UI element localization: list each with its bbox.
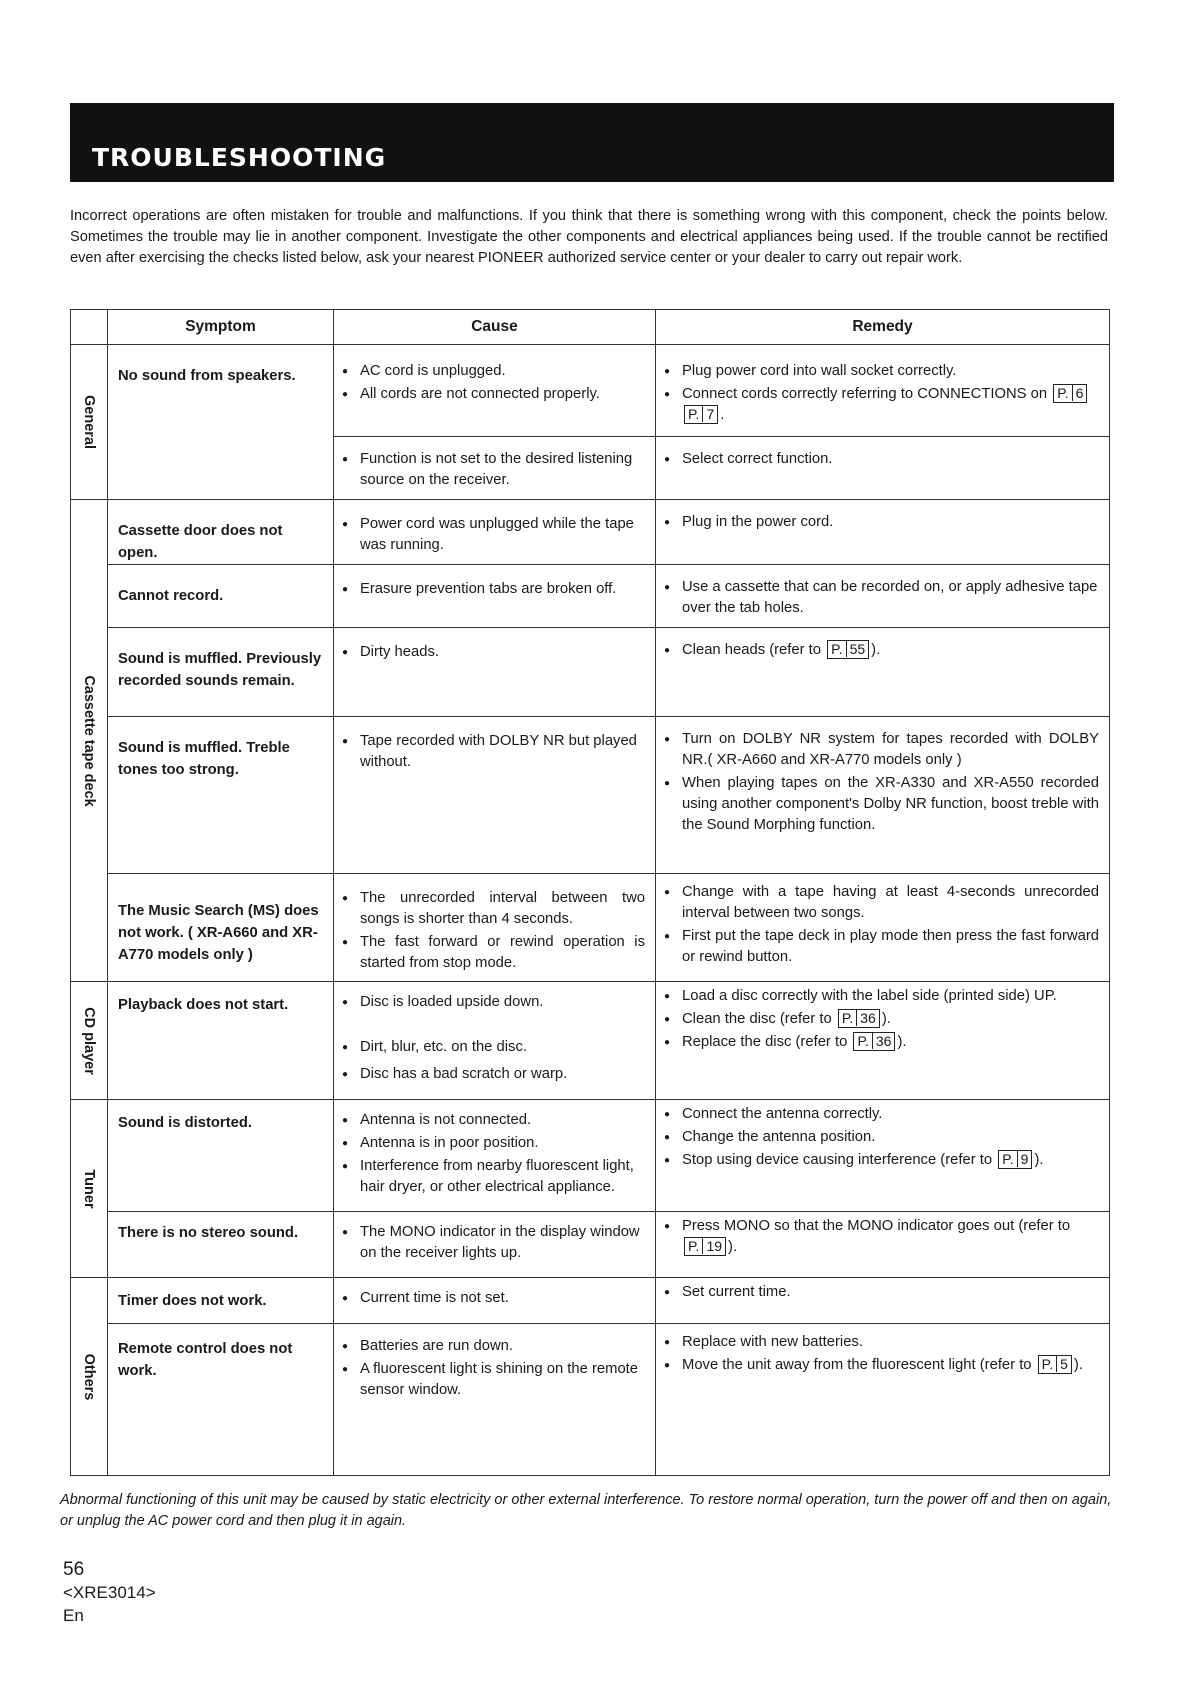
document-code: <XRE3014>	[63, 1583, 156, 1602]
symptom-cell: Sound is muffled. Previously recorded sounds remain.	[108, 628, 334, 717]
table-row	[71, 874, 1110, 982]
table-row	[71, 628, 1110, 717]
category-header	[71, 310, 108, 345]
cause-cell	[334, 1278, 656, 1324]
remedy-item: ● Change the antenna position.	[664, 1127, 1099, 1148]
table-row	[71, 345, 1110, 437]
remedy-item: ● First put the tape deck in play mode then press the fast forward or rewind button.	[664, 926, 1099, 968]
category-tuner: Tuner	[71, 1100, 108, 1278]
symptom-cell: There is no stereo sound.	[108, 1212, 334, 1278]
remedy-cell	[656, 565, 1110, 628]
page-ref-badge: P. 55	[827, 640, 869, 659]
cause-header: Cause	[334, 310, 656, 345]
remedy-cell	[656, 437, 1110, 500]
remedy-item: ● Plug power cord into wall socket correctly.	[664, 361, 1099, 382]
remedy-item: ● Plug in the power cord.	[664, 512, 1099, 533]
cause-cell	[334, 345, 656, 437]
remedy-cell	[656, 500, 1110, 565]
cause-item: ● Disc is loaded upside down.	[342, 992, 645, 1013]
remedy-item: ● Select correct function.	[664, 449, 1099, 470]
page-footer	[63, 1558, 156, 1627]
cause-cell	[334, 982, 656, 1100]
remedy-cell	[656, 1100, 1110, 1212]
table-header-row	[71, 310, 1110, 345]
table-row	[71, 1212, 1110, 1278]
remedy-item: ● Replace with new batteries.	[664, 1332, 1099, 1353]
remedy-item: ● Replace the disc (refer to P. 36 ).	[664, 1032, 1099, 1053]
remedy-cell	[656, 1212, 1110, 1278]
troubleshooting-table	[70, 309, 1110, 1476]
cause-cell	[334, 628, 656, 717]
cause-cell	[334, 874, 656, 982]
cause-item: ● Dirt, blur, etc. on the disc.	[342, 1037, 645, 1058]
table-row	[71, 565, 1110, 628]
symptom-cell: Playback does not start.	[108, 982, 334, 1100]
remedy-item: ● Clean heads (refer to P. 55 ).	[664, 640, 1099, 661]
remedy-item: ● Connect the antenna correctly.	[664, 1104, 1099, 1125]
remedy-item: ● Change with a tape having at least 4-seconds unrecorded interval between two songs.	[664, 882, 1099, 924]
cause-item: ● The fast forward or rewind operation is started from stop mode.	[342, 932, 645, 974]
symptom-cell: Timer does not work.	[108, 1278, 334, 1324]
cause-item: ● Tape recorded with DOLBY NR but played without.	[342, 731, 645, 773]
remedy-cell	[656, 1324, 1110, 1476]
symptom-header: Symptom	[108, 310, 334, 345]
page-ref-badge: P. 6	[1053, 384, 1087, 403]
remedy-cell	[656, 717, 1110, 874]
cause-item: ● Interference from nearby fluorescent light, hair dryer, or other electrical appliance.	[342, 1156, 645, 1198]
category-cassette-tape-deck: Cassette tape deck	[71, 500, 108, 982]
remedy-item: ● Set current time.	[664, 1282, 1099, 1303]
cause-item: ● AC cord is unplugged.	[342, 361, 645, 382]
remedy-item: ● Clean the disc (refer to P. 36 ).	[664, 1009, 1099, 1030]
remedy-cell	[656, 982, 1110, 1100]
page-ref-badge: P. 9	[998, 1150, 1032, 1169]
symptom-cell: Cassette door does not open.	[108, 500, 334, 565]
cause-cell	[334, 1100, 656, 1212]
table-row	[71, 1324, 1110, 1476]
remedy-item: ● Stop using device causing interference (refer to P. 9 ).	[664, 1150, 1099, 1171]
cause-item: ● All cords are not connected properly.	[342, 384, 645, 405]
cause-cell	[334, 717, 656, 874]
cause-item: ● Erasure prevention tabs are broken off.	[342, 579, 645, 600]
page-number: 56	[63, 1559, 85, 1580]
remedy-header: Remedy	[656, 310, 1110, 345]
symptom-cell: The Music Search (MS) does not work. ( XR-A660 and XR-A770 models only )	[108, 874, 334, 982]
symptom-cell: Cannot record.	[108, 565, 334, 628]
remedy-item: ● Move the unit away from the fluorescent light (refer to P. 5 ).	[664, 1355, 1099, 1376]
remedy-item: ● Connect cords correctly referring to CONNECTIONS on P. 6 P. 7 .	[664, 384, 1099, 426]
category-cd-player: CD player	[71, 982, 108, 1100]
cause-cell	[334, 1212, 656, 1278]
footer-note: Abnormal functioning of this unit may be caused by static electricity or other external interference. To restore normal operation, turn the power off and then on again, or unplug the AC power cord and then plug it in again.	[60, 1492, 1112, 1529]
cause-item: ● The unrecorded interval between two songs is shorter than 4 seconds.	[342, 888, 645, 930]
symptom-cell: Sound is muffled. Treble tones too strong.	[108, 717, 334, 874]
language-code: En	[63, 1606, 84, 1625]
table-row	[71, 1278, 1110, 1324]
table-row	[71, 1100, 1110, 1212]
symptom-cell: Remote control does not work.	[108, 1324, 334, 1476]
table-row	[71, 500, 1110, 565]
remedy-item: ● When playing tapes on the XR-A330 and XR-A550 recorded using another component's Dolby NR function, boost treble with the Sound Morphing function.	[664, 773, 1099, 836]
cause-cell	[334, 1324, 656, 1476]
page-title: TROUBLESHOOTING	[92, 143, 387, 172]
title-bar	[70, 103, 1114, 182]
cause-item: ● The MONO indicator in the display window on the receiver lights up.	[342, 1222, 645, 1264]
page-ref-badge: P. 36	[853, 1032, 895, 1051]
cause-item: ● Antenna is in poor position.	[342, 1133, 645, 1154]
remedy-item: ● Press MONO so that the MONO indicator goes out (refer to P. 19 ).	[664, 1216, 1099, 1258]
cause-item: ● Dirty heads.	[342, 642, 645, 663]
table-row	[71, 717, 1110, 874]
page-ref-badge: P. 7	[684, 405, 718, 424]
page-ref-badge: P. 5	[1038, 1355, 1072, 1374]
remedy-item: ● Use a cassette that can be recorded on, or apply adhesive tape over the tab holes.	[664, 577, 1099, 619]
page-ref-badge: P. 36	[838, 1009, 880, 1028]
remedy-cell	[656, 345, 1110, 437]
symptom-cell: Sound is distorted.	[108, 1100, 334, 1212]
remedy-cell	[656, 628, 1110, 717]
remedy-item: ● Load a disc correctly with the label side (printed side) UP.	[664, 986, 1099, 1007]
cause-item: ● Power cord was unplugged while the tape was running.	[342, 514, 645, 556]
page-ref-badge: P. 19	[684, 1237, 726, 1256]
cause-cell	[334, 565, 656, 628]
cause-item: ● Current time is not set.	[342, 1288, 645, 1309]
category-general: General	[71, 345, 108, 500]
intro-paragraph: Incorrect operations are often mistaken for trouble and malfunctions. If you think that there is something wrong with this component, check the points below. Sometimes the trouble may lie in another component. Investigate the other components and electrical appliances being used. If the trouble cannot be rectified even after exercising the checks listed below, ask your nearest PIONEER authorized service center or your dealer to carry out repair work.	[70, 208, 1108, 266]
cause-cell	[334, 500, 656, 565]
cause-cell	[334, 437, 656, 500]
cause-item: ● Disc has a bad scratch or warp.	[342, 1064, 645, 1085]
remedy-item: ● Turn on DOLBY NR system for tapes recorded with DOLBY NR.( XR-A660 and XR-A770 models only )	[664, 729, 1099, 771]
cause-item: ● A fluorescent light is shining on the remote sensor window.	[342, 1359, 645, 1401]
table-row	[71, 982, 1110, 1100]
cause-item: ● Batteries are run down.	[342, 1336, 645, 1357]
remedy-cell	[656, 1278, 1110, 1324]
cause-item: ● Antenna is not connected.	[342, 1110, 645, 1131]
category-others: Others	[71, 1278, 108, 1476]
cause-item: ● Function is not set to the desired listening source on the receiver.	[342, 449, 645, 491]
symptom-cell: No sound from speakers.	[108, 345, 334, 500]
remedy-cell	[656, 874, 1110, 982]
